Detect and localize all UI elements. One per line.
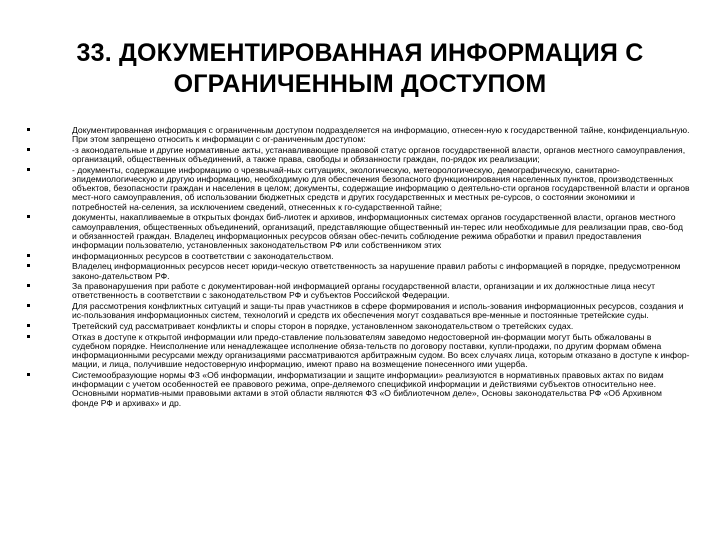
bullet-icon — [27, 264, 30, 267]
list-item — [22, 262, 690, 280]
list-item — [22, 146, 690, 164]
bullet-icon — [27, 168, 30, 171]
list-item-text: Для рассмотрения конфликтных ситуаций и защи-ты прав участников в сфере формирования и исполь-зования информационных ресурсов, создания и ис-пользования информационных систем, технологий и средств их обеспечения могут создаваться вре-менные и постоянные третейские суды. — [72, 301, 684, 321]
list-item — [22, 371, 690, 408]
list-item-text: информационных ресурсов в соответствии с законодательством. — [72, 250, 334, 261]
bullet-icon — [27, 148, 30, 151]
list-item-text: документы, накапливаемые в открытых фондах биб-лиотек и архивов, информационных системах органов государственной власти, органов местного самоуправления, общественных объединений, организаций, представляющие общественный ин-терес или необходимые для реализации прав, сво-бод и обязанностей граждан. Владелец информационных ресурсов обязан обес-печить соблюдение режима обработки и правил предоставления информации пользователю, установленных законодательством РФ или собственником этих — [72, 212, 683, 250]
list-item — [22, 126, 690, 144]
list-item-text: Третейский суд рассматривает конфликты и споры сторон в порядке, установленном законодательством о третейских судах. — [72, 321, 574, 332]
list-item — [22, 213, 690, 250]
bullet-icon — [27, 284, 30, 287]
list-item-text: Отказ в доступе к открытой информации или предо-ставление пользователям заведомо недостоверной ин-формации могут быть обжалованы в судебном порядке. Неисполнение или ненадлежащее исполнение обяза-тельств по договору поставки, купли-продажи, по другим формам обмена информационными ресурсами между организациями рассматриваются арбитражным судом. Во всех случаях лица, которым отказано в доступе к инфор-мации, и лица, получившие недостоверную информацию, имеют право на возмещение понесенного ими ущерба. — [72, 331, 690, 370]
slide-title — [20, 38, 700, 100]
bullet-icon — [27, 373, 30, 376]
list-item-text: Документированная информация с ограниченным доступом подразделяется на информацию, отнесен-ную к государственной тайне, конфиденциальную. При этом запрещено относить к информации с ог-раниченным доступом: — [72, 125, 690, 145]
list-item — [22, 282, 690, 300]
bullet-icon — [27, 215, 30, 218]
bullet-list — [22, 126, 690, 409]
bullet-icon — [27, 254, 30, 257]
list-item-text: - документы, содержащие информацию о чрезвычай-ных ситуациях, экологическую, метеорологическую, демографическую, санитарно-эпидемиологическую и другую информацию, необходимую для обеспечения безопасного функционирования населенных пунктов, производственных объектов, безопасности граждан и населения в целом; документы, содержащие информацию о деятельно-сти органов государственной власти и органов мест-ного самоуправления, об использовании бюджетных средств и других государственных и местных ре-сурсов, о состоянии экономики и потребностей на-селения, за исключением сведений, отнесенных к го-сударственной тайне; — [72, 164, 690, 212]
bullet-icon — [27, 324, 30, 327]
list-item — [22, 252, 690, 261]
slide-title-line-2: ОГРАНИЧЕННЫМ ДОСТУПОМ — [173, 70, 547, 98]
list-item-text: За правонарушения при работе с документирован-ной информацией органы государственной власти, организации и их должностные лица несут ответственность в соответствии с законодательством РФ и субъектов Российской Федерации. — [72, 281, 656, 301]
list-item-text: Владелец информационных ресурсов несет юриди-ческую ответственность за нарушение правил работы с информацией в порядке, предусмотренном законо-дательством РФ. — [72, 261, 681, 281]
list-item — [22, 333, 690, 370]
list-item-text: -з аконодательные и другие нормативные акты, устанавливающие правовой статус органов государственной власти, органов местного самоуправления, организаций, общественных объединений, а также права, свободы и обязанности граждан, по-рядок их реализации; — [72, 144, 686, 165]
list-item — [22, 302, 690, 320]
bullet-icon — [27, 128, 30, 131]
list-item-text: Системообразующие нормы ФЗ «Об информации, информатизации и защите информации» реализуются в нормативных правовых актах по видам информации с учетом особенностей ее правового режима, опре-деляемого спецификой информации и действиями субъектов относительно нее. Основными норматив-ными правовыми актами в этой области являются ФЗ «О библиотечном деле», Основы законодательства РФ «Об Архивном фонде РФ и архивах» и др. — [72, 370, 664, 408]
list-item — [22, 166, 690, 212]
slide-title-line-1: 33. ДОКУМЕНТИРОВАННАЯ ИНФОРМАЦИЯ С — [76, 39, 644, 67]
bullet-icon — [27, 304, 30, 307]
bullet-icon — [27, 335, 30, 338]
list-item — [22, 322, 690, 331]
